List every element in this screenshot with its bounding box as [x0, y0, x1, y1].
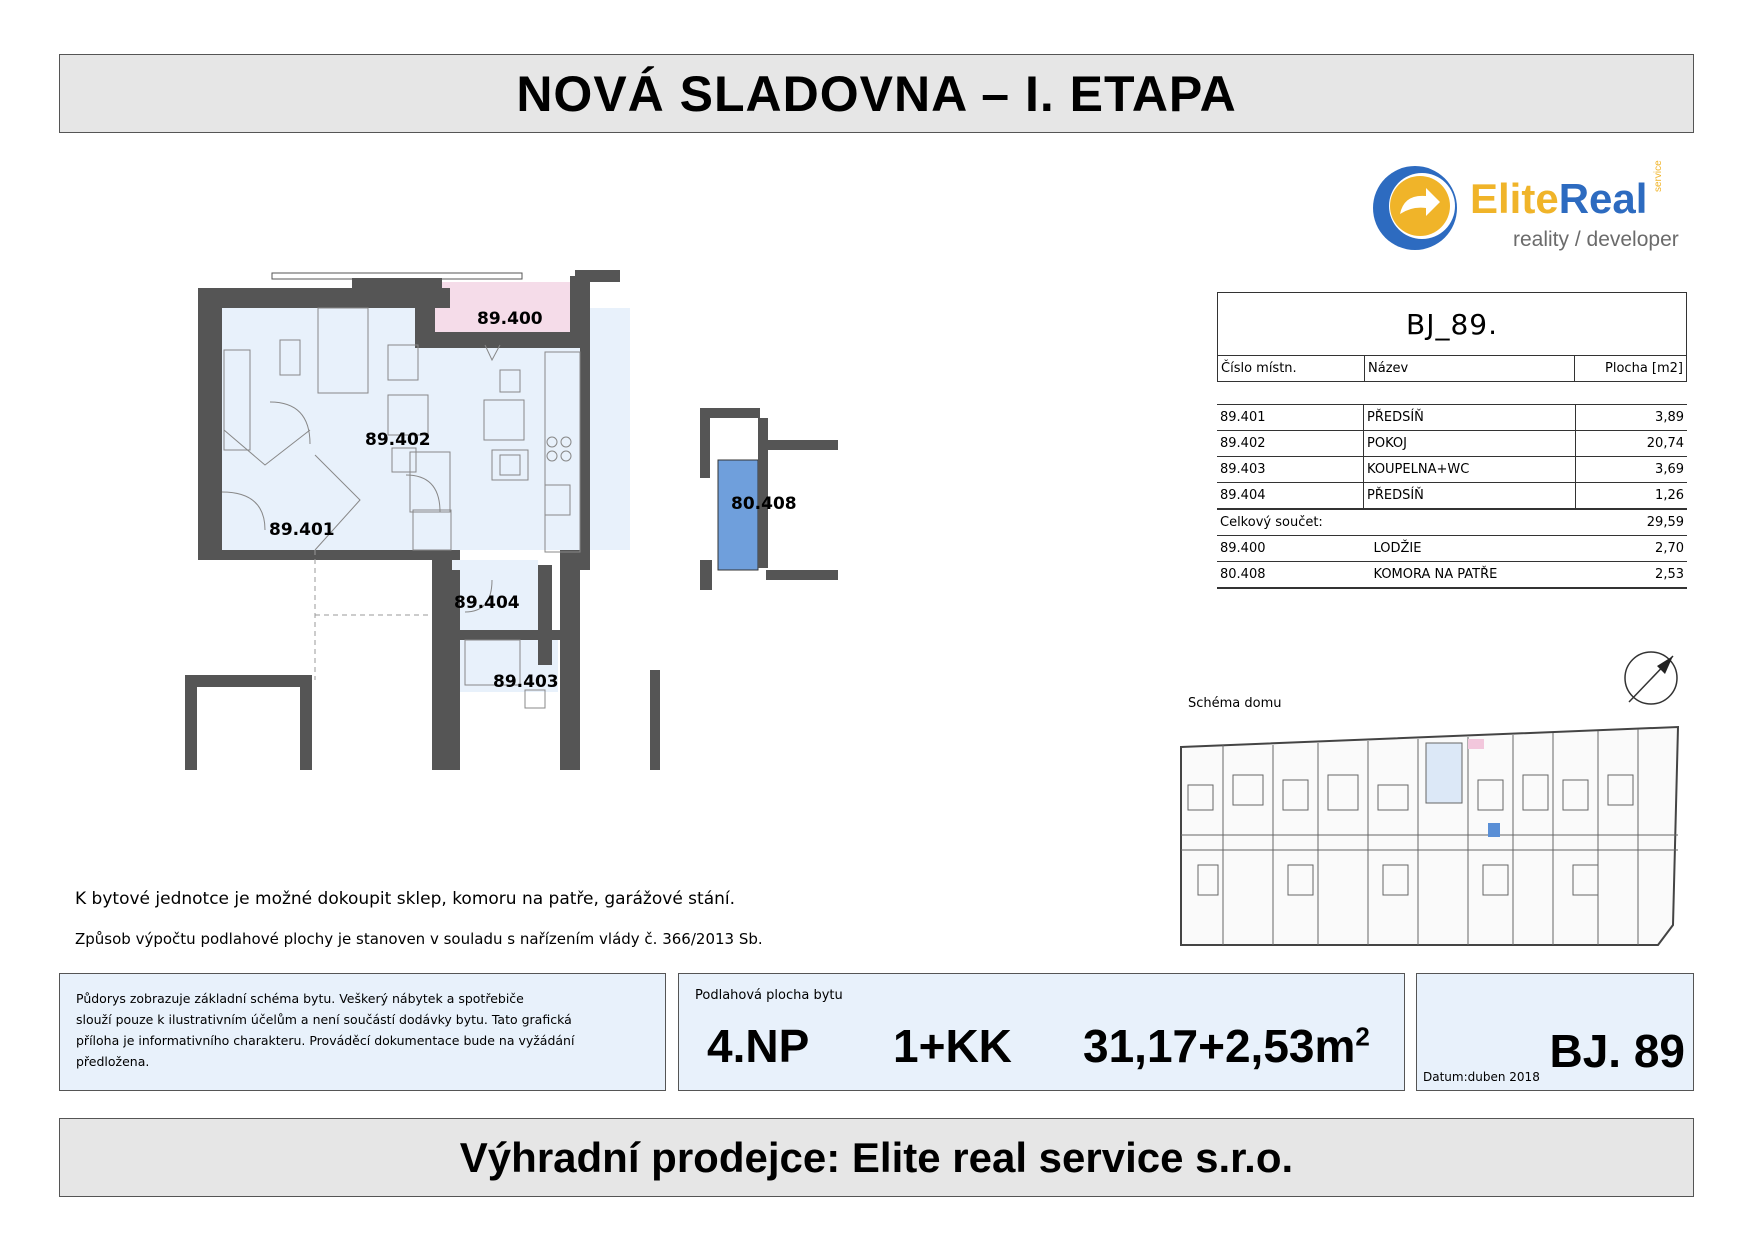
unit-table-header	[1217, 356, 1687, 382]
page-title: NOVÁ SLADOVNA – I. ETAPA	[516, 65, 1237, 122]
building-scheme	[1178, 725, 1688, 950]
logo-tagline: reality / developer	[1513, 228, 1679, 251]
logo-brand-service: service	[1653, 160, 1664, 192]
row-name: PŘEDSÍŇ	[1364, 483, 1576, 510]
table-row	[1217, 405, 1687, 431]
note-line-2: Způsob výpočtu podlahové plochy je stanoven v souladu s nařízením vlády č. 366/2013 Sb.	[75, 930, 763, 948]
room-rows	[1217, 404, 1687, 589]
room-label: 89.403	[493, 672, 559, 692]
compass-icon	[1621, 650, 1681, 710]
unit-area-value: 31,17+2,53m	[1083, 1020, 1356, 1072]
row-number: 89.403	[1217, 457, 1364, 483]
row-area: 3,89	[1655, 410, 1684, 425]
disclaimer-line: předložena.	[76, 1054, 150, 1069]
row-name: KOMORA NA PATŘE	[1373, 567, 1498, 582]
row-number: 89.401	[1217, 405, 1364, 431]
row-area: 2,70	[1655, 541, 1684, 556]
row-area: 20,74	[1646, 436, 1684, 451]
row-name: LODŽIE	[1373, 541, 1422, 556]
row-name: POKOJ	[1364, 431, 1576, 457]
floor-level: 4.NP	[707, 1020, 810, 1072]
table-row	[1217, 536, 1687, 562]
seller-text: Výhradní prodejce: Elite real service s.r.o.	[459, 1133, 1294, 1181]
table-row	[1217, 562, 1687, 589]
unit-table-title-box	[1217, 292, 1687, 356]
room-fill-80408	[718, 460, 758, 570]
row-area: 2,53	[1655, 567, 1684, 582]
note-line-1: K bytové jednotce je možné dokoupit sklep, komoru na patře, garážové stání.	[75, 889, 736, 909]
scheme-loggia-highlight	[1468, 739, 1484, 749]
floor-area-label: Podlahová plocha bytu	[695, 988, 843, 1003]
unit-date	[1423, 1070, 1540, 1084]
footer-bar	[59, 1118, 1694, 1197]
scheme-storage-highlight	[1488, 823, 1500, 837]
row-area: 1,26	[1655, 488, 1684, 503]
row-number: 89.400	[1220, 541, 1266, 556]
room-fill-89401	[218, 472, 354, 554]
room-label: 80.408	[731, 494, 797, 514]
logo-brand-real: Real	[1558, 175, 1648, 222]
floor-plan	[170, 260, 840, 770]
row-number: 89.402	[1217, 431, 1364, 457]
row-area: 3,69	[1655, 462, 1684, 477]
header-bar	[59, 54, 1694, 133]
table-row	[1217, 457, 1687, 483]
disclaimer-line: slouží pouze k ilustrativním účelům a není součástí dodávky bytu. Tato grafická	[76, 1012, 572, 1027]
disclaimer-line: Půdorys zobrazuje základní schéma bytu. Veškerý nábytek a spotřebiče	[76, 991, 524, 1006]
unit-area-sup: 2	[1355, 1021, 1370, 1052]
table-row	[1217, 483, 1687, 510]
unit-badge-name: BJ. 89	[1549, 1025, 1685, 1077]
scheme-unit-highlight	[1426, 743, 1462, 803]
elite-real-logo	[1370, 152, 1700, 262]
room-label: 89.401	[269, 520, 335, 540]
date-value: duben 2018	[1467, 1070, 1540, 1084]
floor-area-box	[678, 973, 1405, 1091]
unit-table	[1217, 292, 1687, 589]
unit-table-title: BJ_89.	[1406, 307, 1498, 341]
room-label: 89.400	[477, 309, 543, 329]
scheme-label: Schéma domu	[1188, 696, 1282, 711]
room-label: 89.402	[365, 430, 431, 450]
unit-layout: 1+KK	[893, 1020, 1012, 1072]
unit-area	[1083, 1019, 1370, 1073]
row-name: KOUPELNA+WC	[1364, 457, 1576, 483]
row-name: PŘEDSÍŇ	[1364, 405, 1576, 431]
room-label: 89.404	[454, 593, 520, 613]
disclaimer-box	[59, 973, 666, 1091]
disclaimer-line: příloha je informativního charakteru. Prováděcí dokumentace bude na vyžádání	[76, 1033, 575, 1048]
col-header-number: Číslo místn.	[1218, 356, 1365, 382]
total-value: 29,59	[1646, 515, 1684, 530]
total-row	[1217, 509, 1687, 536]
col-header-area: Plocha [m2]	[1605, 361, 1683, 376]
logo-arrow-icon	[1370, 152, 1460, 262]
table-row	[1217, 431, 1687, 457]
total-label: Celkový součet:	[1220, 515, 1323, 530]
col-header-name: Název	[1365, 356, 1575, 382]
unit-badge-box	[1416, 973, 1694, 1091]
logo-brand-elite: Elite	[1470, 175, 1559, 222]
row-number: 89.404	[1217, 483, 1364, 510]
date-label: Datum:	[1423, 1070, 1468, 1084]
row-number: 80.408	[1220, 567, 1266, 582]
